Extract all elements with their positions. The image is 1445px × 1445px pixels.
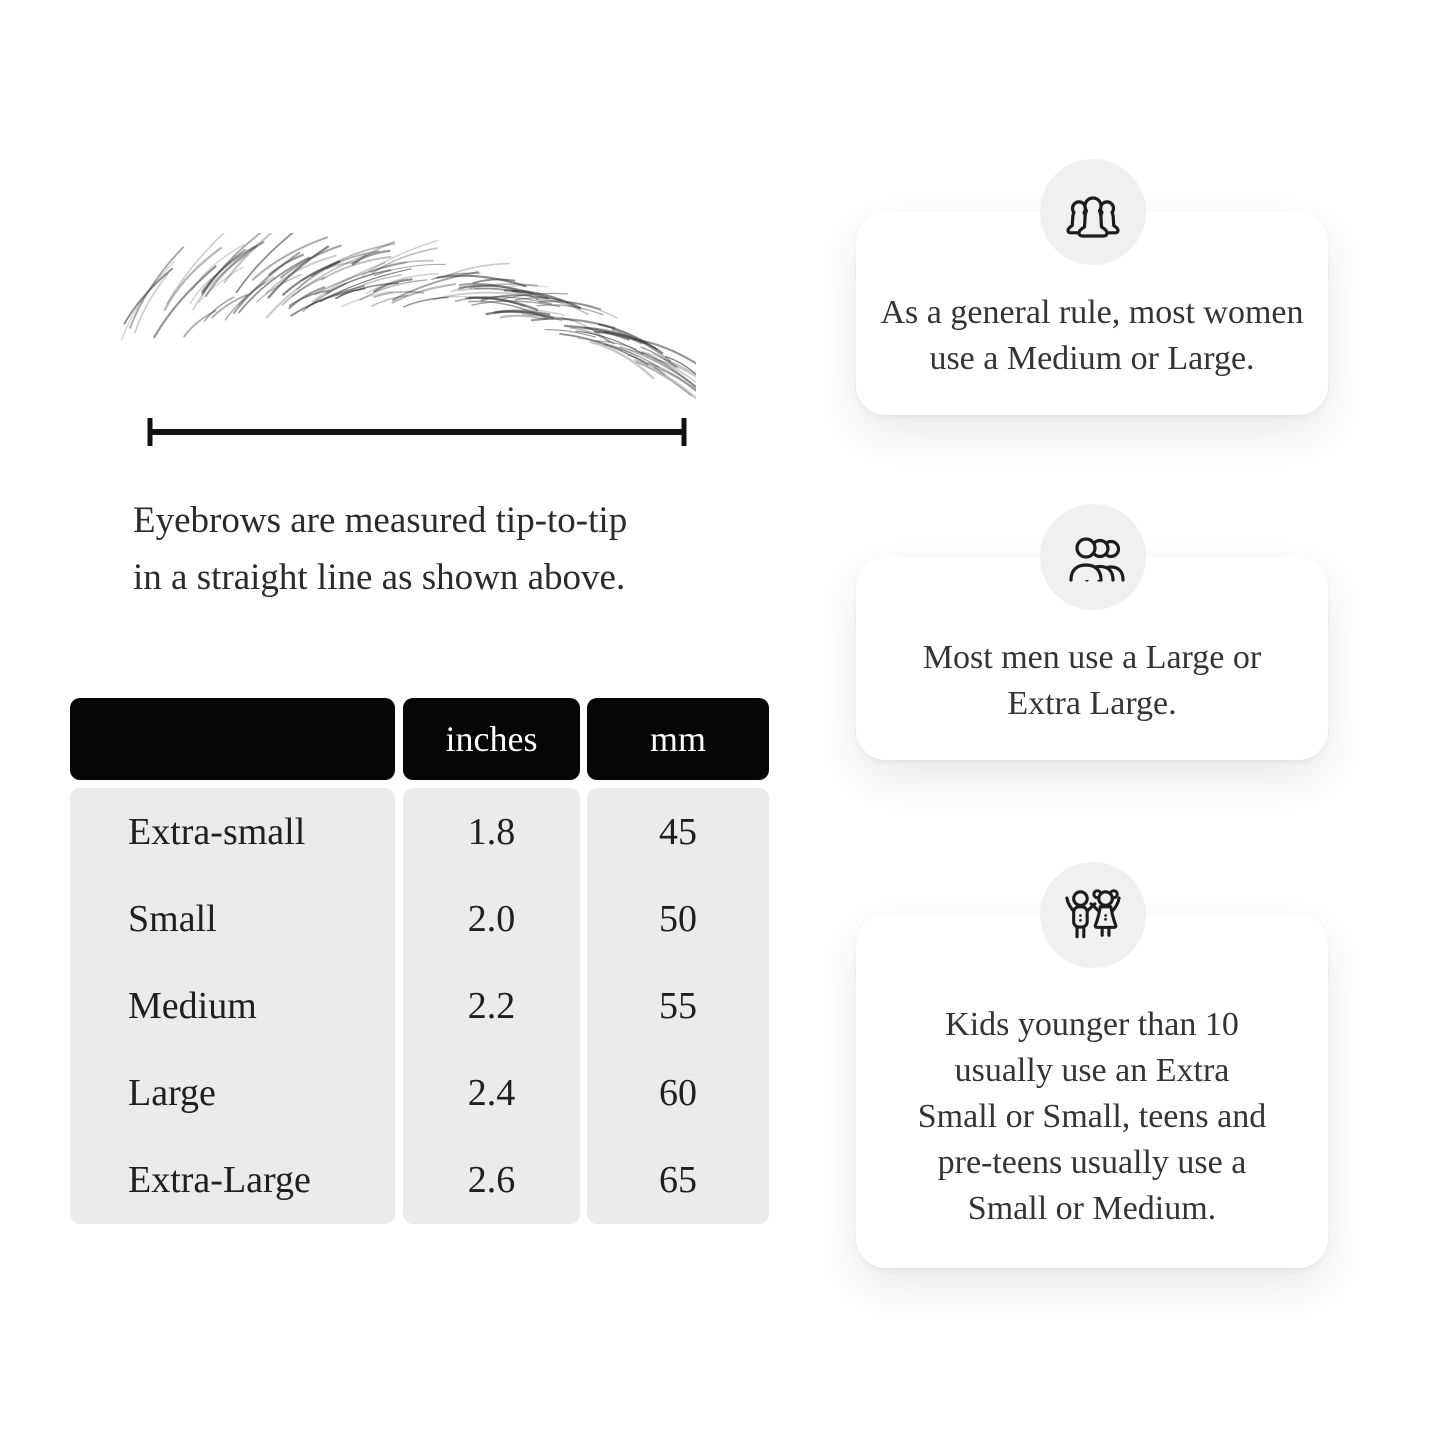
text-line: Small or Medium. bbox=[967, 1190, 1217, 1227]
text-line: Extra Large. bbox=[1007, 685, 1177, 722]
measurement-caption bbox=[133, 492, 627, 606]
inches-value: 2.6 bbox=[467, 1159, 516, 1202]
inches-value: 2.4 bbox=[467, 1072, 516, 1115]
table-header-size bbox=[70, 698, 395, 780]
text-line: Kids younger than 10 bbox=[945, 1006, 1239, 1043]
size-label: Extra-small bbox=[128, 810, 306, 853]
size-label: Small bbox=[128, 897, 217, 940]
mm-value: 50 bbox=[659, 897, 697, 940]
size-label: Medium bbox=[128, 985, 257, 1027]
inches-value: 2.2 bbox=[467, 985, 516, 1027]
men-group-icon bbox=[1059, 529, 1127, 585]
table-column-inches bbox=[403, 788, 580, 1224]
card-badge-men bbox=[1040, 504, 1146, 610]
size-label: Extra-Large bbox=[128, 1159, 311, 1202]
text-line: pre-teens usually use a bbox=[937, 1144, 1247, 1181]
card-badge-women bbox=[1040, 159, 1146, 265]
kids-icon bbox=[1060, 886, 1126, 944]
caption-line-2: in a straight line as shown above. bbox=[133, 557, 626, 598]
mm-value: 65 bbox=[659, 1159, 697, 1202]
table-header-mm: mm bbox=[587, 698, 769, 780]
measurement-line bbox=[146, 416, 688, 448]
mm-value: 45 bbox=[659, 810, 697, 853]
size-label: Large bbox=[128, 1072, 216, 1115]
women-group-icon bbox=[1059, 184, 1127, 240]
card-badge-kids bbox=[1040, 862, 1146, 968]
table-header-inches: inches bbox=[403, 698, 580, 780]
text-line: Small or Small, teens and bbox=[917, 1098, 1267, 1135]
inches-value: 2.0 bbox=[467, 897, 516, 940]
table-column-mm bbox=[587, 788, 769, 1224]
caption-line-1: Eyebrows are measured tip-to-tip bbox=[133, 500, 628, 541]
inches-value: 1.8 bbox=[467, 810, 516, 853]
text-line: Most men use a Large or bbox=[922, 639, 1262, 676]
eyebrow-sketch bbox=[112, 233, 696, 405]
text-line: usually use an Extra bbox=[954, 1052, 1230, 1089]
mm-value: 60 bbox=[659, 1072, 697, 1115]
mm-value: 55 bbox=[659, 985, 697, 1027]
table-column-size bbox=[70, 788, 395, 1224]
text-line: As a general rule, most women bbox=[880, 294, 1304, 331]
text-line: use a Medium or Large. bbox=[929, 340, 1255, 377]
